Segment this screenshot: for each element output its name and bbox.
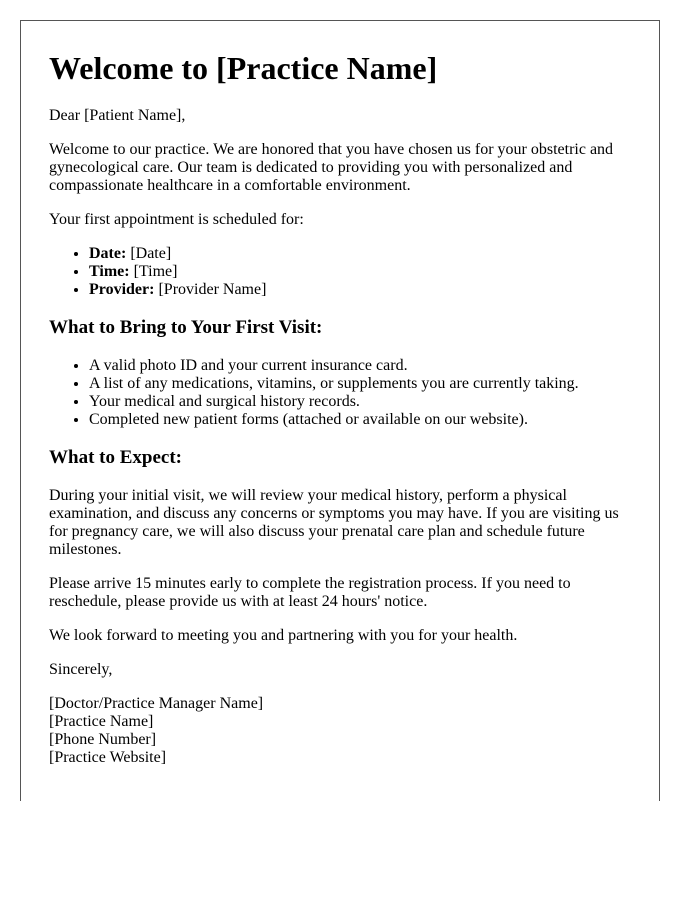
letter-title: Welcome to [Practice Name] — [49, 50, 438, 86]
appointment-lead: Your first appointment is scheduled for: — [49, 211, 304, 228]
intro-paragraph: Welcome to our practice. We are honored that you have chosen us for your obstetric and gynecological care. Our team is dedicated to providing you with personalized and compassionate healthcare in a comfortable environment. — [49, 141, 614, 194]
signature-website: [Practice Website] — [49, 749, 167, 766]
appointment-details — [49, 245, 631, 299]
bring-list — [49, 357, 631, 429]
appointment-time-value: [Time] — [133, 263, 178, 280]
appointment-provider-label: Provider: — [89, 281, 155, 298]
signature-name: [Doctor/Practice Manager Name] — [49, 695, 264, 712]
appointment-provider-value: [Provider Name] — [158, 281, 267, 298]
appointment-date-label: Date: — [89, 245, 127, 262]
bring-item: • A valid photo ID and your current insurance card. — [89, 357, 631, 375]
appointment-time-label: Time: — [89, 263, 130, 280]
bring-heading: What to Bring to Your First Visit: — [49, 317, 323, 338]
appointment-date — [89, 245, 631, 263]
expect-paragraph: During your initial visit, we will review your medical history, perform a physical examination, and discuss any concerns or symptoms you may have. If you are visiting us for pregnancy care, we will also discuss your prenatal care plan and schedule future milestones. — [49, 487, 619, 558]
signature-practice: [Practice Name] — [49, 713, 154, 730]
appointment-provider — [89, 281, 631, 299]
closing-paragraph: We look forward to meeting you and partnering with you for your health. — [49, 627, 518, 644]
welcome-letter — [20, 20, 660, 801]
expect-heading: What to Expect: — [49, 447, 182, 468]
bring-item: • Completed new patient forms (attached or available on our website). — [89, 411, 631, 429]
arrival-paragraph: Please arrive 15 minutes early to complete the registration process. If you need to reschedule, please provide us with at least 24 hours' notice. — [49, 575, 571, 610]
appointment-time — [89, 263, 631, 281]
bring-item: • A list of any medications, vitamins, or supplements you are currently taking. — [89, 375, 631, 393]
signature-block — [49, 695, 631, 767]
bring-item: • Your medical and surgical history records. — [89, 393, 631, 411]
salutation: Dear [Patient Name], — [49, 107, 186, 124]
appointment-date-value: [Date] — [130, 245, 172, 262]
signature-phone: [Phone Number] — [49, 731, 157, 748]
closing: Sincerely, — [49, 661, 113, 678]
